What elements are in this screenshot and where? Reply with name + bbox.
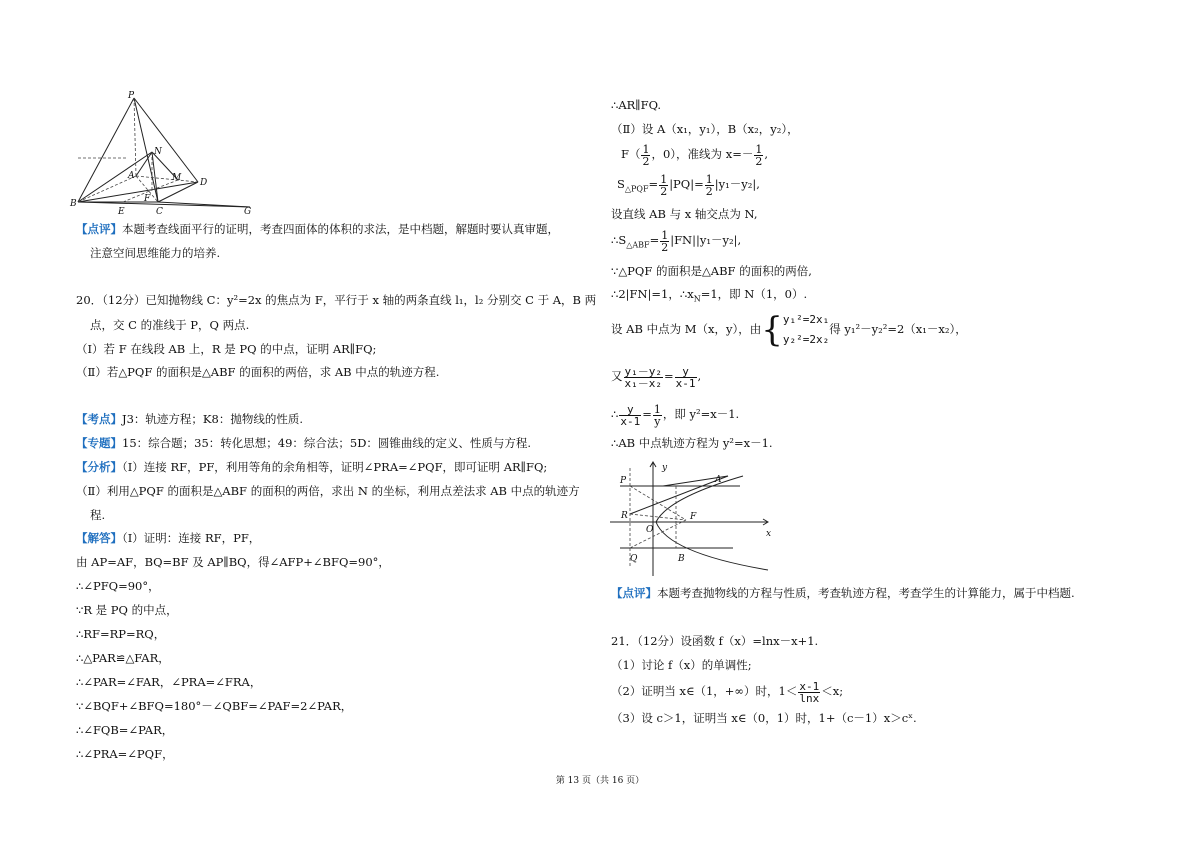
jieda-line: 由 AP=AF，BQ=BF 及 AP∥BQ，得∠AFP+∠BFQ=90°， <box>76 555 390 569</box>
figure-label-d: D <box>200 178 208 188</box>
jieda-line: ∴∠PRA=∠PQF， <box>76 747 174 761</box>
figure-label-y: y <box>662 463 668 473</box>
r-line-5: 设直线 AB 与 x 轴交点为 N, <box>611 207 758 221</box>
figure-label-p: P <box>128 91 135 101</box>
q20-part-2: （Ⅱ）若△PQF 的面积是△ABF 的面积的两倍，求 AB 中点的轨迹方程. <box>76 365 440 379</box>
fraction-one-over-y: $\frac{1}{y}$ <box>653 402 661 428</box>
fraction-y-over-x: $\frac{y}{x-1}$ <box>620 402 641 428</box>
figure-label-x: x <box>766 529 772 539</box>
fenxi-text: （Ⅰ）连接 RF，PF，利用等角的余角相等，证明∠PRA=∠PQF，即可证明 AR∥FQ; <box>122 460 548 474</box>
zhuanti-tag: 【专题】 <box>76 436 122 450</box>
r-line-10: 又 $\frac{\text{y₁－y₂}}{\text{x₁－x₂}}$ = $\frac{y}{x-1}$ , <box>611 364 702 390</box>
q20-stem-2: 点，交 C 的准线于 P，Q 两点. <box>90 318 250 332</box>
fenxi <box>76 459 547 475</box>
review-text: 本题考查线面平行的证明，考查四面体的体积的求法，是中档题，解题时要认真审题， <box>122 222 559 236</box>
fraction-half: $\frac{1}{2}$ <box>642 142 650 168</box>
review-tag: 【点评】 <box>611 586 657 600</box>
figure-label-a: A <box>128 171 135 181</box>
jieda-line: ∵∠BQF+∠BFQ=180°－∠QBF=∠PAF=2∠PAR， <box>76 699 353 713</box>
figure-label-a: A <box>715 475 722 485</box>
figure-label-b: B <box>678 554 685 564</box>
fenxi-line-2: （Ⅱ）利用△PQF 的面积是△ABF 的面积的两倍，求出 N 的坐标，利用点差法求 AB 中点的轨迹方 <box>76 484 580 498</box>
r-line-11: ∴ $\frac{y}{x-1}$ = $\frac{1}{y}$ ，即 y²=x－1. <box>611 402 740 428</box>
equation-system: y₁²=2x₁ y₂²=2x₂ <box>782 313 830 346</box>
r-line-1: ∴AR∥FQ. <box>611 98 662 112</box>
jieda-line: ∴RF=RP=RQ， <box>76 627 166 641</box>
r-line-9: 设 AB 中点为 M（x，y），由{ y₁²=2x₁ y₂²=2x₂ 得 y₁²－y₂²=2（x₁－x₂）， <box>611 310 967 350</box>
q21-part-1: （1）讨论 f（x）的单调性; <box>611 658 752 672</box>
jieda-line: ∴∠PFQ=90°， <box>76 579 160 593</box>
r-line-2: （Ⅱ）设 A（x₁，y₁），B（x₂，y₂）， <box>611 122 799 136</box>
figure-label-n: N <box>154 147 162 157</box>
figure-label-e: E <box>118 207 125 217</box>
jieda-line: ∴△PAR≌△FAR， <box>76 651 170 665</box>
r-line-6: $\therefore S_{\triangle ABF}=$ $\frac{1}{2}$ |FN||y₁－y₂|, <box>611 228 742 254</box>
jieda <box>76 530 260 546</box>
r-line-4: $S_{\triangle PQF}=$ $\frac{1}{2}$ |PQ|= $\frac{1}{2}$ |y₁－y₂|, <box>617 172 760 198</box>
r-line-7: ∵△PQF 的面积是△ABF 的面积的两倍, <box>611 264 812 278</box>
kaodian <box>76 411 303 427</box>
q21-stem: 21．（12分）设函数 f（x）=lnx－x+1. <box>611 634 819 648</box>
zhuanti-text: 15：综合题；35：转化思想；49：综合法；5D：圆锥曲线的定义、性质与方程. <box>122 436 532 450</box>
q21-part-3: （3）设 c＞1，证明当 x∈（0，1）时，1+（c－1）x＞cˣ. <box>611 711 917 725</box>
r-line-3: F（ $\frac{1}{2}$ ，0），准线为 x=－ $\frac{1}{2}$ , <box>621 142 768 168</box>
review-1-cont: 注意空间思维能力的培养. <box>90 246 221 260</box>
figure-label-q: Q <box>630 554 638 564</box>
jieda-tag: 【解答】 <box>76 531 122 545</box>
zhuanti <box>76 435 531 451</box>
fenxi-tag: 【分析】 <box>76 460 122 474</box>
review-1 <box>76 221 559 237</box>
fenxi-line-3: 程. <box>90 508 106 522</box>
q20-part-1: （Ⅰ）若 F 在线段 AB 上，R 是 PQ 的中点，证明 AR∥FQ; <box>76 342 377 356</box>
jieda-line: ∴∠PAR=∠FAR，∠PRA=∠FRA， <box>76 675 262 689</box>
figure-label-g: G <box>244 207 252 217</box>
figure-label-f: F <box>690 512 697 522</box>
parabola-figure <box>608 458 778 578</box>
review-2 <box>611 585 1075 601</box>
jieda-text: （Ⅰ）证明：连接 RF，PF， <box>122 531 261 545</box>
kaodian-text: J3：轨迹方程；K8：抛物线的性质. <box>122 412 303 426</box>
r-line-12: ∴AB 中点轨迹方程为 y²=x－1. <box>611 436 773 450</box>
fraction-q21: $\frac{x-1}{\ln x}$ <box>799 679 820 705</box>
pyramid-figure <box>68 90 268 218</box>
figure-label-p: P <box>620 476 627 486</box>
fraction-half: $\frac{1}{2}$ <box>660 172 668 198</box>
figure-label-c: C <box>156 207 163 217</box>
review-tag: 【点评】 <box>76 222 122 236</box>
q20-stem-1: 20．（12分）已知抛物线 C：y²=2x 的焦点为 F，平行于 x 轴的两条直线 l₁，l₂ 分别交 C 于 A，B 两 <box>76 293 597 307</box>
fraction-slope-mid: $\frac{y}{x-1}$ <box>675 364 696 390</box>
kaodian-tag: 【考点】 <box>76 412 122 426</box>
jieda-line: ∴∠FQB=∠PAR， <box>76 723 174 737</box>
fraction-half: $\frac{1}{2}$ <box>661 228 669 254</box>
fraction-half: $\frac{1}{2}$ <box>755 142 763 168</box>
figure-label-b: B <box>70 199 77 209</box>
q21-part-2: （2）证明当 x∈（1，+∞）时，1＜ $\frac{x-1}{\ln x}$ ＜x; <box>611 679 844 705</box>
figure-label-o: O <box>646 525 654 535</box>
fraction-half: $\frac{1}{2}$ <box>705 172 713 198</box>
jieda-line: ∵R 是 PQ 的中点， <box>76 603 178 617</box>
figure-label-r: R <box>621 511 628 521</box>
fraction-slope: $\frac{\text{y₁－y₂}}{\text{x₁－x₂}}$ <box>624 364 662 390</box>
page-footer: 第 13 页（共 16 页） <box>555 776 645 786</box>
figure-label-m: M <box>172 173 182 183</box>
r-line-8: ∴2|FN|=1，$\therefore x_N=1$，即 N（1，0）. <box>611 287 808 304</box>
review-text: 本题考查抛物线的方程与性质，考查轨迹方程，考查学生的计算能力，属于中档题. <box>657 586 1075 600</box>
figure-label-f: F <box>144 194 151 204</box>
